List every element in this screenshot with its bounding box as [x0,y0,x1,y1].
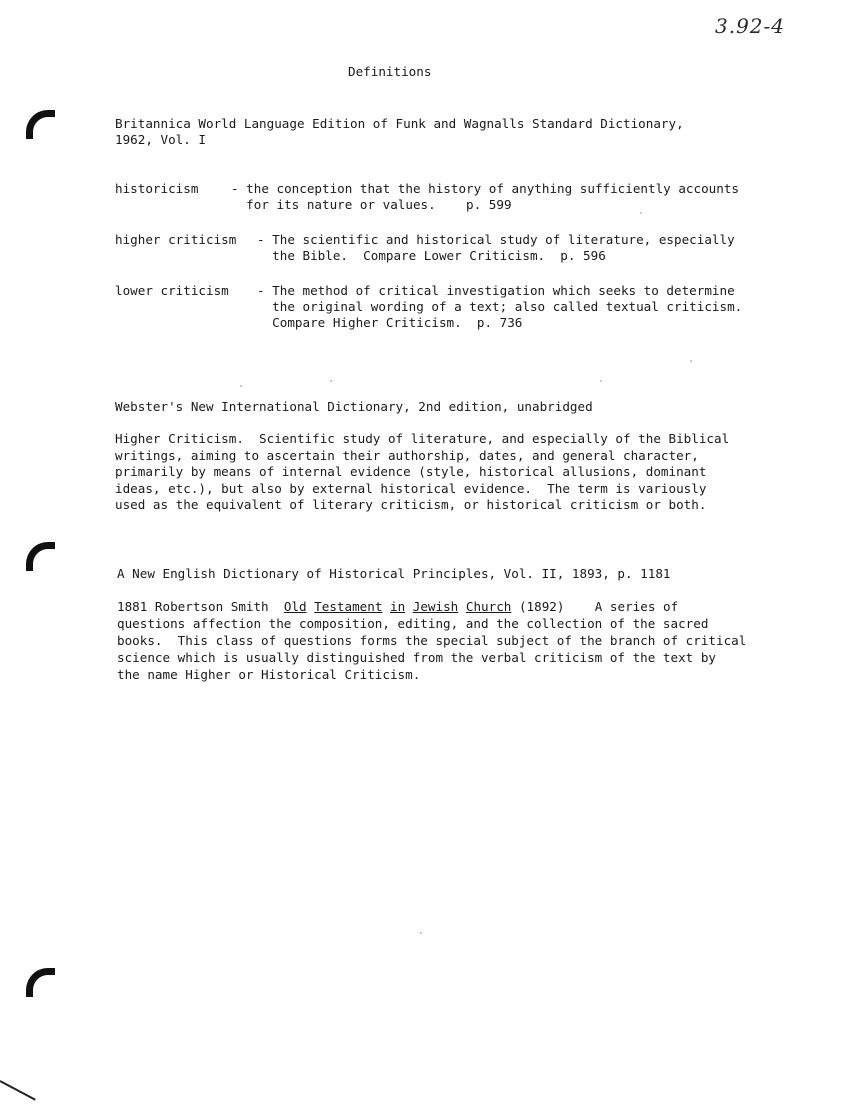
binder-hole-top [26,110,55,139]
scan-speck [240,385,242,387]
definition-term-historicism: historicism [115,181,199,196]
source2-heading: Webster's New International Dictionary, 2nd edition, unabridged [115,399,593,414]
source2-paragraph-line: used as the equivalent of literary criticism, or historical criticism or both. [115,497,707,512]
definition-line: - The scientific and historical study of literature, especially [257,232,735,247]
source1-line2: 1962, Vol. I [115,132,206,147]
work-title-word: Testament [314,599,383,614]
definition-line: for its nature or values. p. 599 [231,197,512,212]
scan-speck [640,212,642,214]
source3-paragraph-line: questions affection the composition, editing, and the collection of the sacred [117,616,709,631]
definition-line: the original wording of a text; also called textual criticism. [257,299,743,314]
source1-line1: Britannica World Language Edition of Funk and Wagnalls Standard Dictionary, [115,116,684,131]
work-title-word: Jewish [412,599,459,614]
binder-hole-middle [26,542,55,571]
source2-paragraph-line: Higher Criticism. Scientific study of literature, and especially of the Biblical [115,431,730,446]
scan-speck [420,932,422,934]
source3-heading: A New English Dictionary of Historical Principles, Vol. II, 1893, p. 1181 [117,566,671,581]
work-title-word: Church [465,599,512,614]
source2-paragraph-line: ideas, etc.), but also by external historical evidence. The term is variously [115,481,707,496]
source3-paragraph-line: books. This class of questions forms the special subject of the branch of critical [117,633,747,648]
source3-paragraph-line: science which is usually distinguished from the verbal criticism of the text by [117,650,716,665]
definition-term-lower-criticism: lower criticism [115,283,229,298]
citation-suffix: (1892) A series of [511,599,679,614]
scan-speck [600,380,602,382]
definition-line: Compare Higher Criticism. p. 736 [257,315,523,330]
page-title: Definitions [348,64,432,79]
source3-citation [117,599,678,614]
scan-speck [330,380,332,382]
work-title-word: Old [283,599,307,614]
work-title-word: in [390,599,406,614]
definition-term-higher-criticism: higher criticism [115,232,237,247]
definition-line: - the conception that the history of anything sufficiently accounts [231,181,739,196]
scan-speck [690,360,692,362]
definition-line: - The method of critical investigation which seeks to determine [257,283,735,298]
binder-hole-bottom [26,968,55,997]
source2-paragraph-line: writings, aiming to ascertain their authorship, dates, and general character, [115,448,699,463]
page-number: 3.92-4 [715,14,786,38]
citation-prefix: 1881 Robertson Smith [117,599,284,614]
definition-line: the Bible. Compare Lower Criticism. p. 596 [257,248,606,263]
source3-paragraph-line: the name Higher or Historical Criticism. [117,667,421,682]
corner-mark [0,1080,36,1101]
source2-paragraph-line: primarily by means of internal evidence (style, historical allusions, dominant [115,464,707,479]
